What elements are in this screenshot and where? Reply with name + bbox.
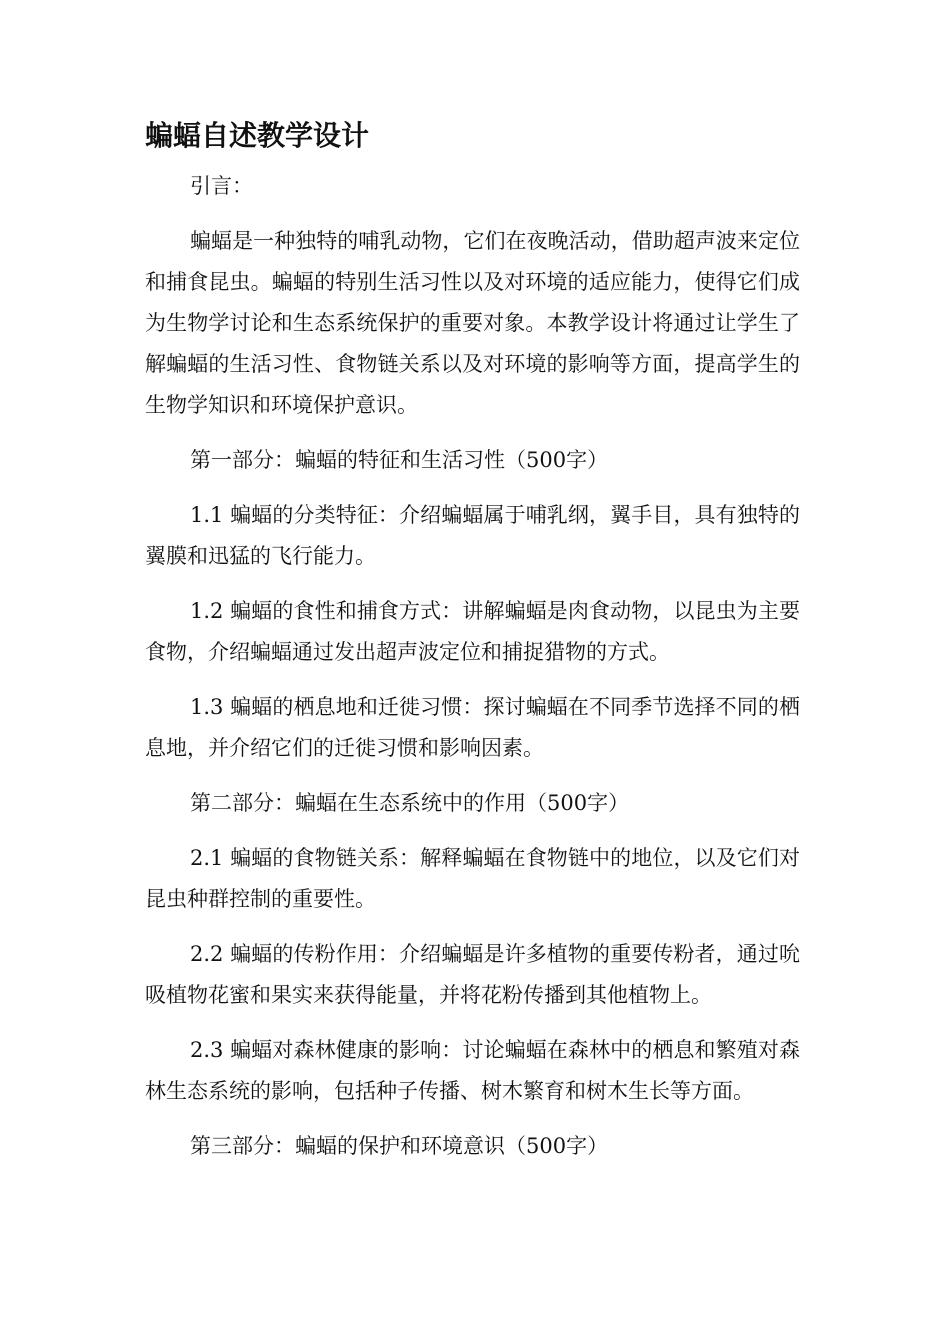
item-2-3: 2.3 蝙蝠对森林健康的影响：讨论蝙蝠在森林中的栖息和繁殖对森林生态系统的影响，包括种子传播、树木繁育和树木生长等方面。 (145, 1038, 800, 1103)
item-2-2: 2.2 蝙蝠的传粉作用：介绍蝙蝠是许多植物的重要传粉者，通过吮吸植物花蜜和果实来获得能量，并将花粉传播到其他植物上。 (145, 942, 800, 1007)
item-1-1: 1.1 蝙蝠的分类特征：介绍蝙蝠属于哺乳纲，翼手目，具有独特的翼膜和迅猛的飞行能力。 (145, 503, 800, 568)
intro-heading: 引言： (190, 174, 253, 198)
item-1-2: 1.2 蝙蝠的食性和捕食方式：讲解蝙蝠是肉食动物，以昆虫为主要食物，介绍蝙蝠通过发出超声波定位和捕捉猎物的方式。 (145, 599, 800, 664)
document-body (145, 166, 800, 1181)
intro-paragraph: 蝙蝠是一种独特的哺乳动物，它们在夜晚活动，借助超声波来定位和捕食昆虫。蝙蝠的特别生活习性以及对环境的适应能力，使得它们成为生物学讨论和生态系统保护的重要对象。本教学设计将通过让学生了解蝙蝠的生活习性、食物链关系以及对环境的影响等方面，提高学生的生物学知识和环境保护意识。 (145, 229, 800, 417)
item-1-3: 1.3 蝙蝠的栖息地和迁徙习惯：探讨蝙蝠在不同季节选择不同的栖息地，并介绍它们的迁徙习惯和影响因素。 (145, 695, 800, 760)
section-heading-part-2: 第二部分：蝙蝠在生态系统中的作用（500字） (190, 791, 630, 815)
section-heading-part-3: 第三部分：蝙蝠的保护和环境意识（500字） (190, 1134, 609, 1158)
section-heading-part-1: 第一部分：蝙蝠的特征和生活习性（500字） (190, 448, 609, 472)
item-2-1: 2.1 蝙蝠的食物链关系：解释蝙蝠在食物链中的地位，以及它们对昆虫种群控制的重要性。 (145, 846, 800, 911)
document-title: 蝙蝠自述教学设计 (145, 119, 370, 152)
